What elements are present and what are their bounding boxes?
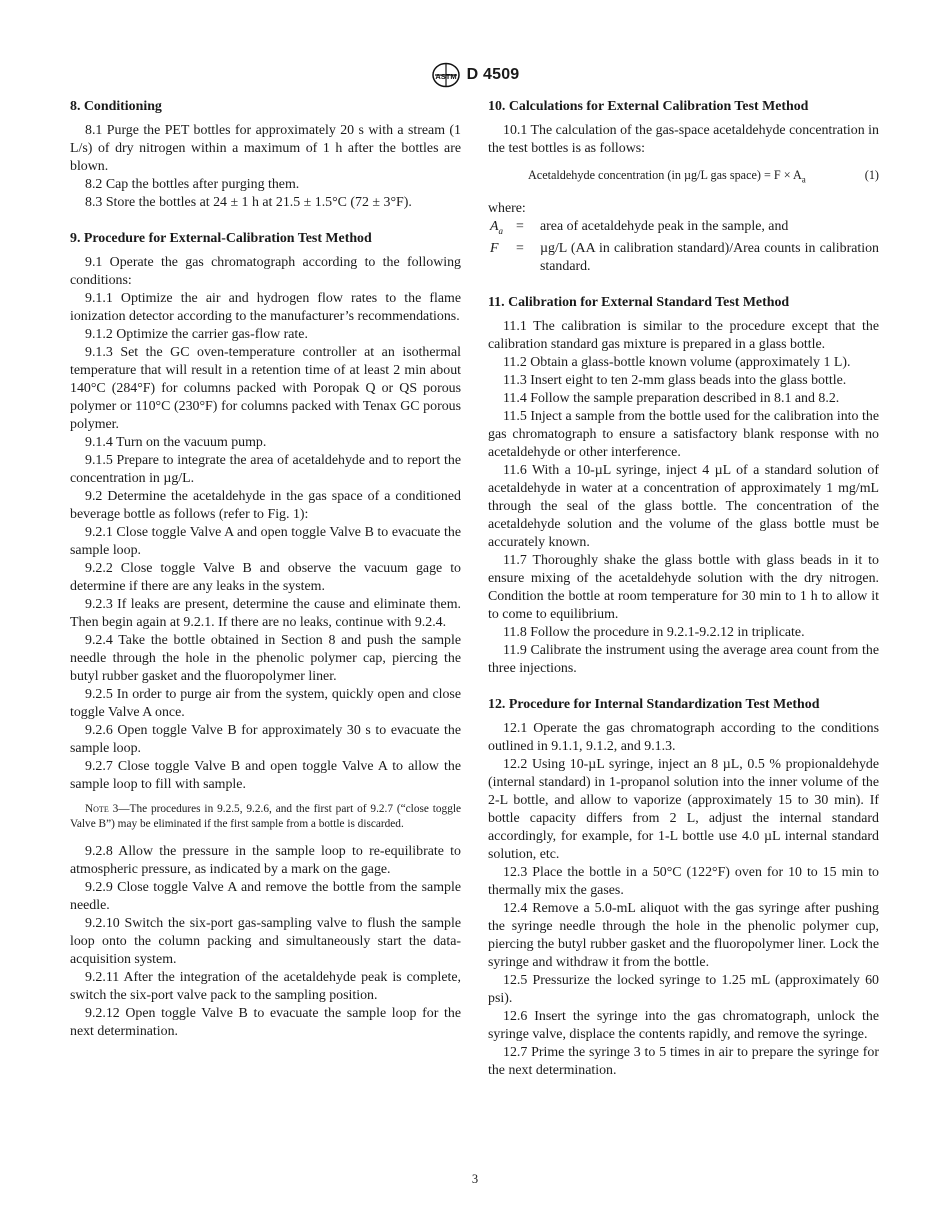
paragraph: 9.2.4 Take the bottle obtained in Section 8 and push the sample needle through the hole in the phenolic polymer cap, piercing the butyl rubber gasket and the fluoropolymer liner.	[70, 633, 461, 684]
paragraph: 11.7 Thoroughly shake the glass bottle with glass beads in it to ensure mixing of the acetaldehyde solution with the dry nitrogen. Condition the bottle at room temperature for 30 min to 1 h to allow it to come to equilibrium.	[488, 553, 879, 623]
paragraph: 9.2.9 Close toggle Valve A and remove the bottle from the sample needle.	[70, 880, 461, 913]
paragraph: 9.2.3 If leaks are present, determine the cause and eliminate them. Then begin again at 9.2.1. If there are no leaks, continue with 9.2.4.	[70, 597, 461, 630]
paragraph: 11.4 Follow the sample preparation described in 8.1 and 8.2.	[503, 391, 840, 407]
paragraph: 8.1 Purge the PET bottles for approximately 20 s with a stream (1 L/s) of dry nitrogen within a maximum of 1 h after the bottles are blown.	[70, 123, 461, 174]
section-title: 9. Procedure for External-Calibration Test Method	[70, 231, 372, 246]
paragraph: 9.2.2 Close toggle Valve B and observe the vacuum gage to determine if there are any leaks in the system.	[70, 561, 461, 594]
paragraph: 9.1.2 Optimize the carrier gas-flow rate.	[85, 327, 308, 342]
paragraph: 9.1.3 Set the GC oven-temperature controller at an isothermal temperature that will result in a retention time of at least 2 min about 140°C (284°F) for columns packed with Poropak Q or QS porous polymer or 110°C (230°F) for columns packed with Tenax GC porous polymer.	[70, 345, 461, 432]
left-column	[70, 98, 461, 1041]
section-9-paras-b	[70, 843, 461, 1041]
section-8	[70, 98, 461, 212]
section-9-paras-a	[70, 254, 461, 794]
section-10	[488, 98, 879, 276]
equation-number: (1)	[864, 168, 879, 182]
where-list	[488, 218, 879, 276]
where-row	[488, 240, 879, 276]
paragraph: 9.2.7 Close toggle Valve B and open toggle Valve A to allow the sample loop to fill with sample.	[70, 759, 461, 792]
paragraph: 11.2 Obtain a glass-bottle known volume (approximately 1 L).	[503, 355, 851, 371]
paragraph: 9.2.5 In order to purge air from the system, quickly open and close toggle Valve A once.	[70, 687, 461, 720]
note-3	[70, 802, 461, 831]
paragraph: 11.1 The calibration is similar to the procedure except that the calibration standard gas mixture is prepared in a glass bottle.	[488, 319, 879, 353]
section-8-paras	[70, 122, 461, 212]
paragraph: 9.2.8 Allow the pressure in the sample loop to re-equilibrate to atmospheric pressure, as indicated by a mark on the gage.	[70, 844, 461, 877]
paragraph: 9.1.4 Turn on the vacuum pump.	[85, 435, 267, 450]
paragraph: 9.2.6 Open toggle Valve B for approximately 30 s to evacuate the sample loop.	[70, 723, 461, 756]
paragraph: 11.9 Calibrate the instrument using the average area count from the three injections.	[488, 643, 879, 677]
page-header	[0, 62, 950, 88]
note-text: —The procedures in 9.2.5, 9.2.6, and the first part of 9.2.7 (“close toggle Valve B”) may be eliminated if the first sample from a bottle is discarded.	[70, 803, 462, 830]
paragraph: 8.3 Store the bottles at 24 ± 1 h at 21.5 ± 1.5°C (72 ± 3°F).	[85, 195, 412, 210]
where-definition: µg/L (AA in calibration standard)/Area counts in calibration standard.	[540, 241, 879, 275]
paragraph: 9.2 Determine the acetaldehyde in the gas space of a conditioned beverage bottle as follows (refer to Fig. 1):	[70, 489, 461, 522]
where-definition: area of acetaldehyde peak in the sample, and	[540, 219, 789, 235]
paragraph: 12.7 Prime the syringe 3 to 5 times in air to prepare the syringe for the next determination.	[488, 1045, 879, 1079]
paragraph: 8.2 Cap the bottles after purging them.	[85, 177, 300, 192]
paragraph: 11.3 Insert eight to ten 2-mm glass beads into the glass bottle.	[503, 373, 847, 389]
equation-body: Acetaldehyde concentration (in µg/L gas space) = $F \times A_a$	[528, 168, 806, 185]
svg-text:ASTM: ASTM	[434, 72, 457, 81]
note-label: Note 3	[85, 803, 119, 815]
paragraph: 11.5 Inject a sample from the bottle used for the calibration into the gas chromatograph to ensure a satisfactory blank response with no acetaldehyde or other interference.	[488, 409, 879, 461]
paragraph: 11.8 Follow the procedure in 9.2.1-9.2.12 in triplicate.	[503, 625, 805, 641]
section-11	[488, 294, 879, 678]
paragraph: 12.6 Insert the syringe into the gas chromatograph, unlock the syringe valve, displace the contents rapidly, and remove the syringe.	[488, 1009, 879, 1043]
paragraph: 11.6 With a 10-µL syringe, inject 4 µL of a standard solution of acetaldehyde in water at a concentration of approximately 1 mg/mL through the seal of the glass bottle. The concentration of the acetaldehyde solution and the volume of the glass bottle must be accurately known.	[488, 463, 879, 551]
paragraph: 9.2.1 Close toggle Valve A and open toggle Valve B to evacuate the sample loop.	[70, 525, 461, 558]
where-equals: =	[516, 219, 524, 235]
paragraph: 9.2.10 Switch the six-port gas-sampling valve to flush the sample loop onto the column packing and simultaneously start the data-acquisition system.	[70, 916, 461, 967]
where-label: where:	[488, 201, 526, 217]
paragraph: 10.1 The calculation of the gas-space acetaldehyde concentration in the test bottles is as follows:	[488, 123, 879, 156]
section-9	[70, 230, 461, 1041]
equation-1	[488, 166, 879, 188]
paragraph: 12.5 Pressurize the locked syringe to 1.25 mL (approximately 60 psi).	[488, 973, 879, 1007]
page-number: 3	[471, 1172, 479, 1186]
where-symbol: F	[490, 241, 499, 257]
section-title: 10. Calculations for External Calibration Test Method	[488, 99, 809, 114]
section-title: 11. Calibration for External Standard Test Method	[488, 295, 790, 311]
paragraph: 9.2.11 After the integration of the acetaldehyde peak is complete, switch the six-port valve pack to the sampling position.	[70, 970, 461, 1003]
section-11-paras	[488, 318, 879, 678]
where-equals: =	[516, 241, 524, 257]
paragraph: 9.1 Operate the gas chromatograph according to the following conditions:	[70, 255, 461, 288]
paragraph: 12.2 Using 10-µL syringe, inject an 8 µL, 0.5 % propionaldehyde (internal standard) in 1-propanol solution into the inner volume of the 2-L bottle, and allow to vaporize (approximately 15 to 30 min). If bottle capacity differs from 2 L, adjust the internal standard accordingly, for example, for 1-L bottle use 4.0 µL internal standard solution, etc.	[488, 757, 879, 863]
paragraph: 9.2.12 Open toggle Valve B to evacuate the sample loop for the next determination.	[70, 1006, 461, 1039]
section-title: 8. Conditioning	[70, 99, 162, 114]
document-number: D 4509	[466, 66, 520, 83]
section-12	[488, 696, 879, 1080]
where-row	[488, 218, 879, 240]
paragraph: 9.1.1 Optimize the air and hydrogen flow rates to the flame ionization detector according to the manufacturer’s recommendations.	[70, 291, 461, 324]
astm-logo-icon	[431, 62, 461, 88]
where-symbol: $A_a$	[490, 219, 503, 237]
paragraph: 12.1 Operate the gas chromatograph according to the conditions outlined in 9.1.1, 9.1.2, and 9.1.3.	[488, 721, 879, 755]
paragraph: 9.1.5 Prepare to integrate the area of acetaldehyde and to report the concentration in µg/L.	[70, 453, 461, 486]
paragraph: 12.3 Place the bottle in a 50°C (122°F) oven for 10 to 15 min to thermally mix the gases.	[488, 865, 879, 899]
section-title: 12. Procedure for Internal Standardization Test Method	[488, 697, 820, 713]
paragraph: 12.4 Remove a 5.0-mL aliquot with the gas syringe after pushing the syringe needle through the hole in the phenolic polymer cup, piercing the butyl rubber gasket and the fluoropolymer liner. Lock the syringe and withdraw it from the bottle.	[488, 901, 879, 971]
section-12-paras	[488, 720, 879, 1080]
right-column	[488, 98, 879, 1080]
